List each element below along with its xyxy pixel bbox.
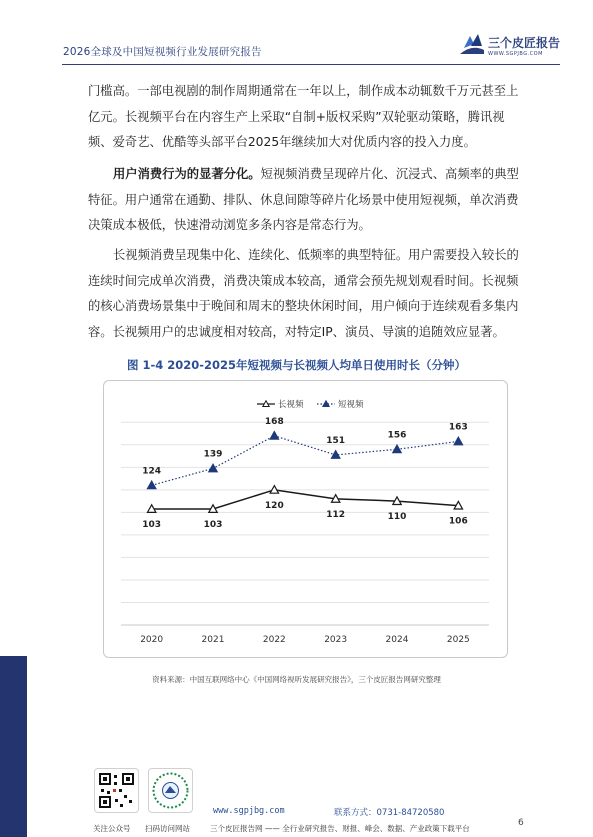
legend-label: 短视频 [338, 400, 364, 410]
data-label: 139 [203, 449, 223, 460]
footer-website-link[interactable]: www.sgpjbg.com [213, 806, 285, 816]
data-label: 112 [326, 509, 346, 520]
data-label: 103 [142, 519, 162, 530]
paragraph-consumption-split [88, 162, 528, 239]
logo-name: 三个皮匠报告 [488, 36, 561, 50]
paragraph-short-video-behavior: 短视频消费呈现碎片化、沉浸式、高频率的典型特征。用户通常在通勤、排队、休息间隙等碎片化场景中使用短视频，单次消费决策成本极低，快速滑动浏览多条内容是常态行为。 [88, 167, 519, 232]
logo-icon [458, 30, 486, 58]
data-point [454, 437, 462, 445]
paragraph-lead-heading: 用户消费行为的显著分化。 [113, 167, 261, 181]
x-tick-label: 2024 [385, 635, 409, 645]
data-label: 106 [448, 516, 468, 527]
data-point [209, 464, 217, 472]
chart-frame [103, 380, 508, 658]
data-label: 163 [448, 422, 468, 433]
figure-source: 资料来源：中国互联网络中心《中国网络视听发展研究报告》，三个皮匠报告网研究整理 [152, 675, 441, 684]
data-point [270, 432, 278, 440]
data-label: 156 [387, 430, 407, 441]
series-line-1 [152, 436, 459, 486]
footer-contact: 联系方式：0731-84720580 [334, 808, 445, 818]
x-tick-label: 2025 [446, 635, 470, 645]
data-label: 103 [203, 519, 223, 530]
data-label: 151 [326, 435, 346, 446]
data-label: 168 [264, 416, 284, 427]
brand-logo [458, 30, 568, 60]
logo-url: WWW.SGPJBG.COM [488, 51, 543, 57]
data-point [393, 445, 401, 453]
figure-title: 图 1-4 2020-2025年短视频与长视频人均单日使用时长（分钟） [126, 358, 467, 372]
data-label: 120 [264, 500, 284, 511]
qr-label-website: 扫码访问网站 [145, 824, 190, 833]
report-header-title: 2026全球及中国短视频行业发展研究报告 [63, 46, 262, 58]
x-tick-label: 2023 [324, 635, 348, 645]
data-label: 124 [142, 466, 162, 477]
data-point [147, 481, 155, 489]
qr-code-icon [95, 769, 138, 812]
header-divider [62, 64, 560, 65]
series-line-0 [152, 490, 459, 509]
usage-time-line-chart [104, 381, 507, 657]
mini-program-code-icon [149, 769, 192, 812]
x-tick-label: 2022 [262, 635, 286, 645]
qr-label-wechat: 关注公众号 [93, 824, 131, 833]
data-label: 110 [387, 512, 407, 523]
footer-description: 三个皮匠报告网 —— 全行业研究报告、财报、峰会、数据、产业政策下载平台 [210, 824, 470, 833]
paragraph-long-video-behavior: 长视频消费呈现集中化、连续化、低频率的典型特征。用户需要投入较长的连续时间完成单次消费，消费决策成本较高，通常会预先规划观看时间。长视频的核心消费场景集中于晚间和周末的整块休闲时间，用户倾向于连续观看多集内容。长视频用户的忠诚度相对较高，对特定IP、演员、导演的追随效应显著。 [88, 248, 519, 339]
paragraph-long-video-cost: 门槛高。一部电视剧的制作周期通常在一年以上，制作成本动辄数千万元甚至上亿元。长视频平台在内容生产上采取“自制+版权采购”双轮驱动策略，腾讯视频、爱奇艺、优酷等头部平台2025年继续加大对优质内容的投入力度。 [88, 84, 519, 149]
wechat-qr-code[interactable] [94, 768, 139, 813]
x-tick-label: 2020 [140, 635, 164, 645]
side-accent-bar [0, 656, 27, 837]
website-qr-code[interactable] [148, 768, 193, 813]
page-number: 6 [518, 818, 524, 828]
x-tick-label: 2021 [201, 635, 225, 645]
legend-label: 长视频 [278, 400, 304, 410]
